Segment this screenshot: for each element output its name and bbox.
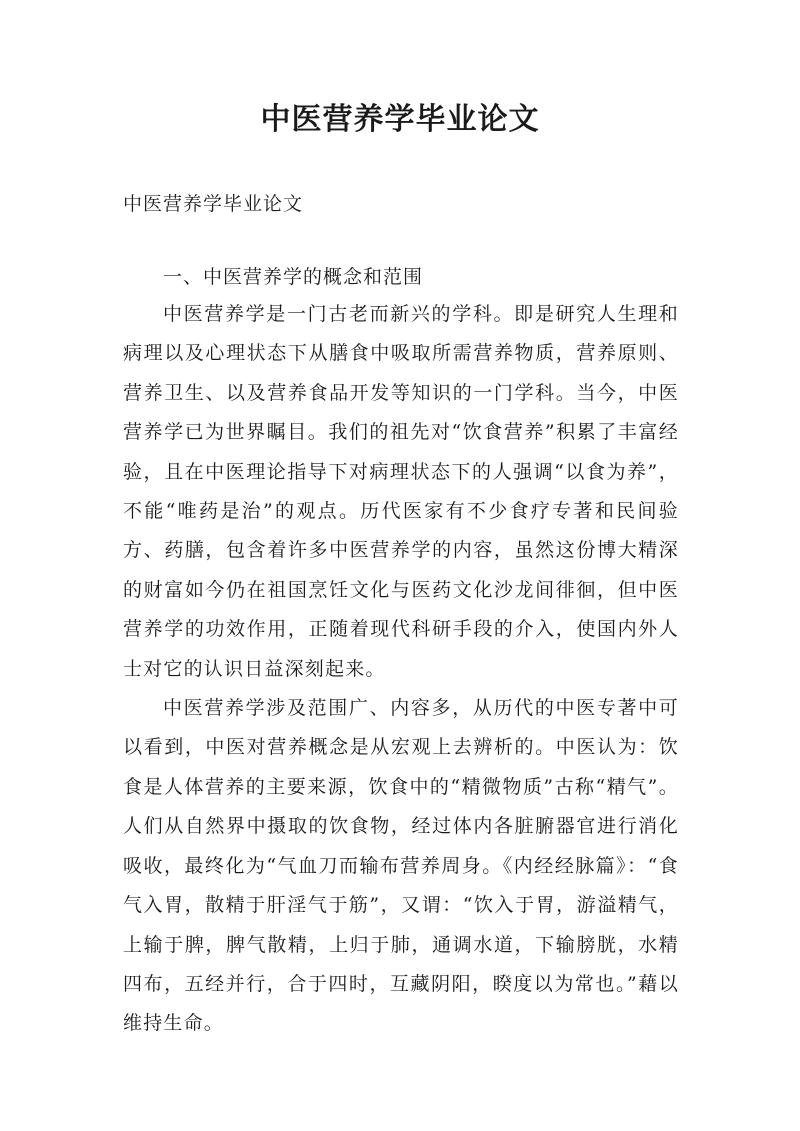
paragraph: 中医营养学涉及范围广、内容多，从历代的中医专著中可以看到，中医对营养概念是从宏观上去辨析的。中医认为：饮食是人体营养的主要来源，饮食中的“精微物质”古称“精气”。人们从自然界中摄取的饮食物，经过体内各脏腑器官进行消化吸收，最终化为“气血刀而输布营养周身。《内经经脉篇》：“食气入胃，散精于肝淫气于筋”，又谓：“饮入于胃，游溢精气，上输于脾，脾气散精，上归于肺，通调水道，下输膀胱，水精四布，五经并行，合于四时，互藏阴阳，睽度以为常也。”藉以维持生命。 <box>123 697 679 1035</box>
document-subtitle: 中医营养学毕业论文 <box>123 193 304 215</box>
section-heading: 一、中医营养学的概念和范围 <box>163 266 424 288</box>
body-text <box>123 295 679 1044</box>
paragraph: 中医营养学是一门古老而新兴的学科。即是研究人生理和病理以及心理状态下从膳食中吸取所需营养物质，营养原则、营养卫生、以及营养食品开发等知识的一门学科。当今，中医营养学已为世界瞩目。我们的祖先对“饮食营养”积累了丰富经验，且在中医理论指导下对病理状态下的人强调“以食为养”，不能“唯药是治”的观点。历代医家有不少食疗专著和民间验方、药膳，包含着许多中医营养学的内容，虽然这份博大精深的财富如今仍在祖国烹饪文化与医药文化沙龙间徘徊，但中医营养学的功效作用，正随着现代科研手段的介入，使国内外人士对它的认识日益深刻起来。 <box>123 303 679 680</box>
document-title: 中医营养学毕业论文 <box>260 102 540 137</box>
